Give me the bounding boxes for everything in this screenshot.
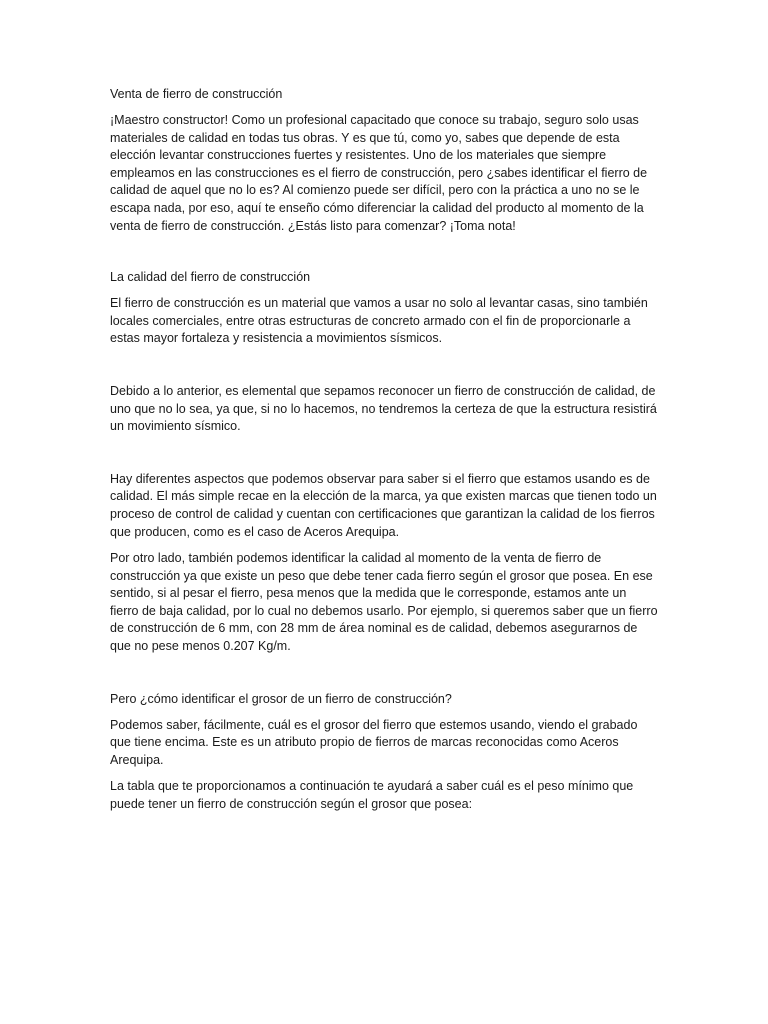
paragraph-reconocer: Debido a lo anterior, es elemental que sepamos reconocer un fierro de construcción de calidad, de uno que no lo sea, ya que, si no lo hacemos, no tendremos la certeza de que la estructura resistirá un movimiento sísmico. <box>110 383 657 434</box>
document-page <box>110 86 658 814</box>
section-heading-calidad: La calidad del fierro de construcción <box>110 270 311 285</box>
section-heading-grosor: Pero ¿cómo identificar el grosor de un fierro de construcción? <box>110 691 452 706</box>
paragraph-grabado: Podemos saber, fácilmente, cuál es el grosor del fierro que estemos usando, viendo el grabado que tiene encima. Este es un atributo propio de fierros de marcas reconocidas como Aceros Arequipa. <box>110 717 638 767</box>
paragraph-peso: Por otro lado, también podemos identificar la calidad al momento de la venta de fierro de construcción ya que existe un peso que debe tener cada fierro según el grosor que posea. En ese sentido, si al pesar el fierro, pesa menos que la medida que le corresponde, estamos ante un fierro de baja calidad, por lo cual no debemos usarlo. Por ejemplo, si queremos saber que un fierro de construcción de 6 mm, con 28 mm de área nominal es de calidad, debemos asegurarnos de que no pese menos 0.207 Kg/m. <box>110 551 658 654</box>
paragraph-material: El fierro de construcción es un material que vamos a usar no solo al levantar casas, sino también locales comerciales, entre otras estructuras de concreto armado con el fin de proporcionarle a estas mayor fortaleza y resistencia a movimientos sísmicos. <box>110 296 648 346</box>
paragraph-tabla: La tabla que te proporcionamos a continuación te ayudará a saber cuál es el peso mínimo que puede tener un fierro de construcción según el grosor que posea: <box>110 779 634 812</box>
document-title: Venta de fierro de construcción <box>110 87 283 101</box>
intro-paragraph: ¡Maestro constructor! Como un profesional capacitado que conoce su trabajo, seguro solo usas materiales de calidad en todas tus obras. Y es que tú, como yo, sabes que depende de esta elección levantar construcciones fuertes y resistentes. Uno de los materiales que siempre empleamos en las construcciones es el fierro de construcción, pero ¿sabes identificar el fierro de calidad de aquel que no lo es? Al comienzo puede ser difícil, pero con la práctica a uno no se le escapa nada, por eso, aquí te enseño cómo diferenciar la calidad del producto al momento de la venta de fierro de construcción. ¿Estás listo para comenzar? ¡Toma nota! <box>110 113 648 233</box>
paragraph-aspectos: Hay diferentes aspectos que podemos observar para saber si el fierro que estamos usando es de calidad. El más simple recae en la elección de la marca, ya que existen marcas que tienen todo un proceso de control de calidad y cuentan con certificaciones que garantizan la calidad de los fierros que producen, como es el caso de Aceros Arequipa. <box>110 471 657 539</box>
